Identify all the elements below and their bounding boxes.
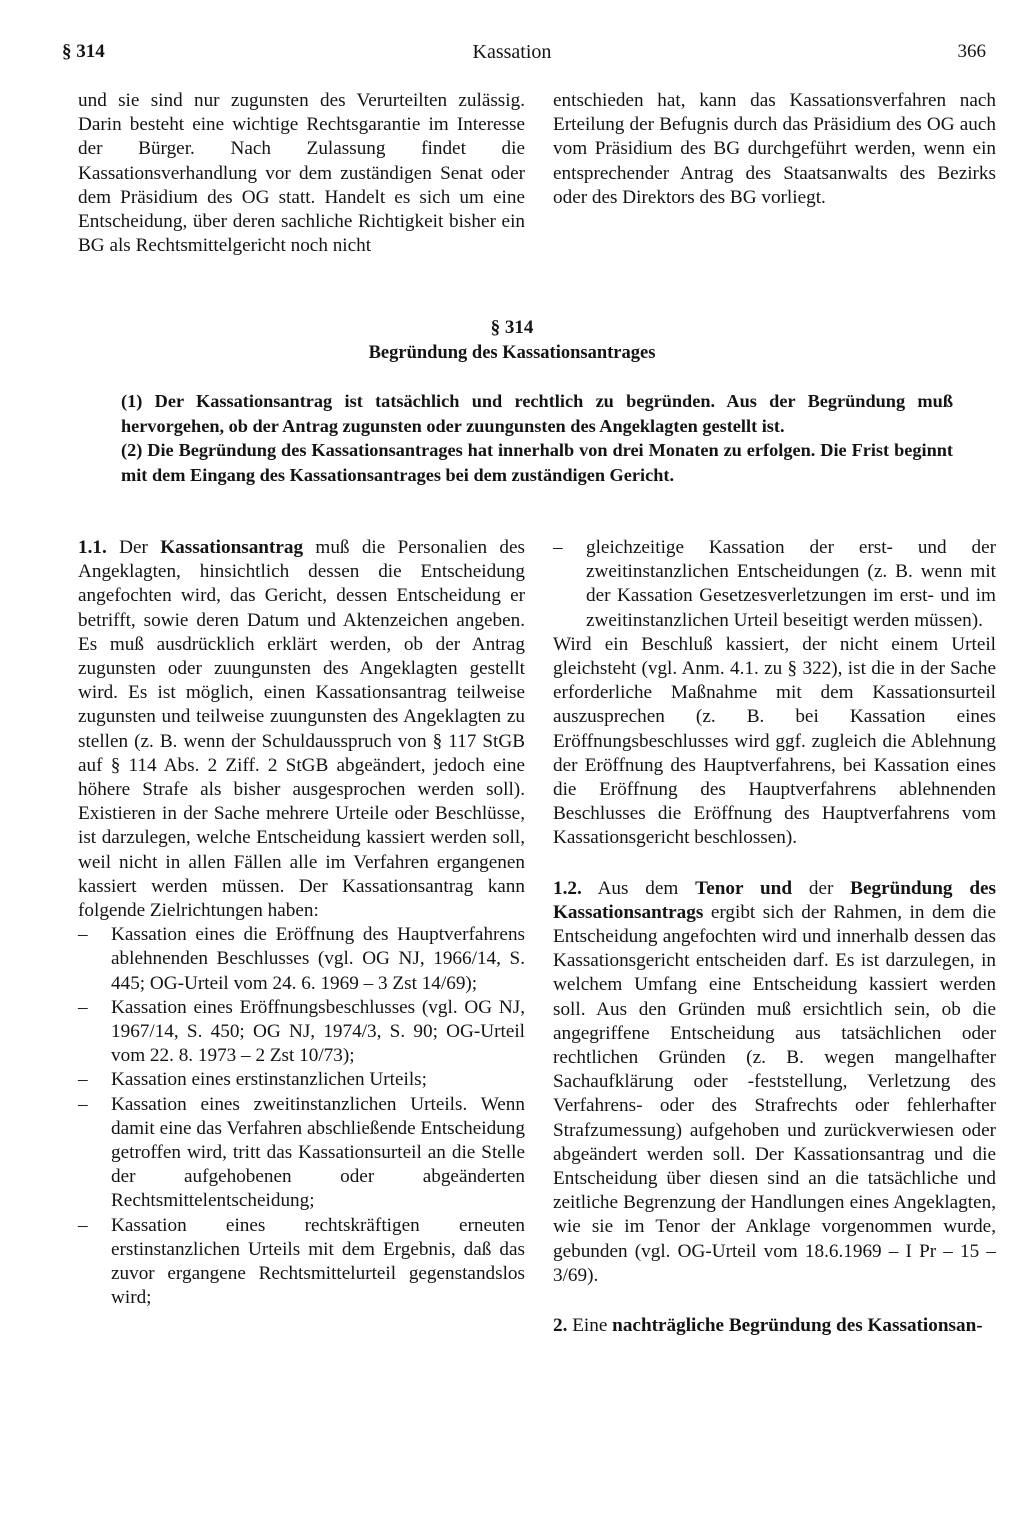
top-left-column <box>78 89 525 258</box>
continued-paragraph-left: und sie sind nur zugunsten des Verurteilten zulässig. Darin besteht eine wichtige Rechtsgarantie im Interesse der Bürger. Nach Zulassung findet die Kassationsverhandlung vor dem zuständigen Senat oder dem Präsidium des OG statt. Handelt es sich um eine Entscheidung, über deren sachliche Richtigkeit bisher ein BG als Rechtsmittelgericht noch nicht <box>78 90 525 257</box>
dash-marker: – <box>78 996 88 1018</box>
beschluss-paragraph: Wird ein Beschluß kassiert, der nicht einem Urteil gleichsteht (vgl. Anm. 4.1. zu § 322), ist die in der Sache erforderliche Maßnahme mit dem Kassationsurteil auszusprechen (z. B. bei Kassation eines Eröffnungsbeschlusses wird ggf. zugleich die Ablehnung der Eröffnung des Hauptverfahrens, bei Kassation eines die Eröffnung des Hauptverfahrens ablehnenden Beschlusses die Eröffnung des Hauptverfahrens vom Kassationsgericht beschlossen). <box>553 633 996 849</box>
list-item-text: Kassation eines zweitinstanzlichen Urteils. Wenn damit eine das Verfahren abschließende Entscheidung getroffen wird, tritt das Kassationsurteil an die Stelle der aufgehobenen oder abgeänderten Rechtsmittelentscheidung; <box>111 1093 525 1212</box>
list-item-text: Kassation eines Eröffnungsbeschlusses (vgl. OG NJ, 1967/14, S. 450; OG NJ, 1974/3, S. 90; OG-Urteil vom 22. 8. 1973 – 2 Zst 10/73); <box>111 996 525 1067</box>
list-item <box>553 536 996 633</box>
note-2-keyword: nachträgliche Begründung des Kassationsan- <box>612 1315 983 1337</box>
continued-paragraph-right: entschieden hat, kann das Kassationsverfahren nach Erteilung der Befugnis durch das Präsidium des OG auch vom Präsidium des BG durchgeführt werden, wenn ein entsprechender Antrag des Staatsanwalts des Bezirks oder des Direktors des BG vorliegt. <box>553 90 996 208</box>
note-1-1-keyword: Kassationsantrag <box>160 537 304 558</box>
commentary-left-column <box>78 536 525 1311</box>
note-1-2-keyword-1: Tenor und <box>695 877 792 899</box>
list-item <box>78 1214 525 1311</box>
target-list-left <box>78 923 525 1310</box>
note-1-2 <box>553 877 996 1288</box>
note-1-1 <box>78 536 525 923</box>
note-2-lead: Eine <box>572 1315 608 1337</box>
note-1-2-mid: der <box>808 877 834 899</box>
list-item <box>78 1068 525 1092</box>
statute-paragraph-2: (2) Die Begründung des Kassationsantrages hat innerhalb von drei Monaten zu erfolgen. Die Frist beginnt mit dem Eingang des Kassationsantrages bei dem zuständigen Gericht. <box>121 440 953 485</box>
list-item-text: gleichzeitige Kassation der erst- und der zweitinstanzlichen Entscheidungen (z. B. wenn mit der Kassation Gesetzesverletzungen im erst- und im zweitinstanzlichen Urteil beseitigt werden müssen). <box>586 537 996 631</box>
note-1-1-label: 1.1. <box>78 537 107 558</box>
note-1-2-keyword-2: Begründung des Kassationsantrags <box>553 877 997 923</box>
list-item <box>78 996 525 1069</box>
dash-marker: – <box>78 1214 88 1236</box>
paragraph-spacer <box>553 851 996 877</box>
dash-marker: – <box>78 1069 88 1091</box>
note-1-2-lead: Aus dem <box>597 877 679 899</box>
note-2 <box>553 1314 996 1338</box>
dash-marker: – <box>78 924 88 946</box>
commentary-right-column <box>553 536 996 1338</box>
section-number: § 314 <box>490 317 534 338</box>
list-item-text: Kassation eines die Eröffnung des Hauptverfahrens ablehnenden Beschlusses (vgl. OG NJ, 1966/14, S. 445; OG-Urteil vom 24. 6. 1969 – 3 Zst 14/69); <box>111 924 525 994</box>
dash-marker: – <box>78 1093 88 1115</box>
note-1-2-label: 1.2. <box>553 877 582 899</box>
running-section: § 314 <box>62 41 105 62</box>
note-1-2-text: ergibt sich der Rahmen, in dem die Entscheidung angefochten wird und innerhalb dessen das Kassationsgericht entscheiden darf. Es ist darzulegen, in welchem Umfang eine Entscheidung kassiert werden soll. Aus den Gründen muß ersichtlich sein, ob die angegriffene Entscheidung aus tatsächlichen oder rechtlichen Gründen (z. B. wegen mangelhafter Sachaufklärung oder -feststellung, Verletzung des Verfahrens- oder des Strafrechts oder fehlerhafter Strafzumessung) aufgehoben und zurückverwiesen oder abgeändert werden soll. Der Kassationsantrag und die Entscheidung über diesen sind an die tatsächliche und zeitliche Begrenzung der Handlungen eines Angeklagten, wie sie im Tenor der Anklage vorgenommen wurde, gebunden (vgl. OG-Urteil vom 18.6.1969 – I Pr – 15 – 3/69). <box>553 901 996 1286</box>
dash-marker: – <box>553 537 563 558</box>
section-title: Begründung des Kassationsantrages <box>368 343 656 363</box>
top-right-column <box>553 89 996 210</box>
page-number: 366 <box>957 41 986 62</box>
note-2-label: 2. <box>553 1315 568 1337</box>
statute-text <box>121 389 953 487</box>
list-item-text: Kassation eines erstinstanzlichen Urteils; <box>111 1069 427 1091</box>
paragraph-spacer <box>553 1288 996 1314</box>
list-item-text: Kassation eines rechtskräftigen erneuten erstinstanzlichen Urteils mit dem Ergebnis, daß das zuvor ergangene Rechtsmittelurteil gegenstandslos wird; <box>111 1214 525 1309</box>
statute-paragraph-1: (1) Der Kassationsantrag ist tatsächlich und rechtlich zu begründen. Aus der Begründung muß hervorgehen, ob der Antrag zugunsten oder zuungunsten des Angeklagten gestellt ist. <box>121 391 953 436</box>
running-title: Kassation <box>472 41 552 63</box>
list-item <box>78 1093 525 1214</box>
target-list-right <box>553 536 996 633</box>
list-item <box>78 923 525 996</box>
note-1-1-lead: Der <box>119 537 148 558</box>
note-1-1-text: muß die Personalien des Angeklagten, hinsichtlich dessen die Entscheidung angefochten wird, das Gericht, dessen Entscheidung er betrifft, sowie deren Datum und Aktenzeichen angeben. Es muß ausdrücklich erklärt werden, ob der Antrag zugunsten oder zuungunsten des Angeklagten gestellt wird. Es ist möglich, einen Kassationsantrag teilweise zugunsten und teilweise zuungunsten des Angeklagten zu stellen (z. B. wenn der Schuldausspruch von § 117 StGB auf § 114 Abs. 2 Ziff. 2 StGB abgeändert, jedoch eine höhere Strafe als bisher ausgesprochen werden soll). Existieren in der Sache mehrere Urteile oder Beschlüsse, ist darzulegen, welche Entscheidung kassiert werden soll, weil nicht in allen Fällen alle im Verfahren ergangenen kassiert werden müssen. Der Kassationsantrag kann folgende Zielrichtungen haben: <box>78 537 526 922</box>
